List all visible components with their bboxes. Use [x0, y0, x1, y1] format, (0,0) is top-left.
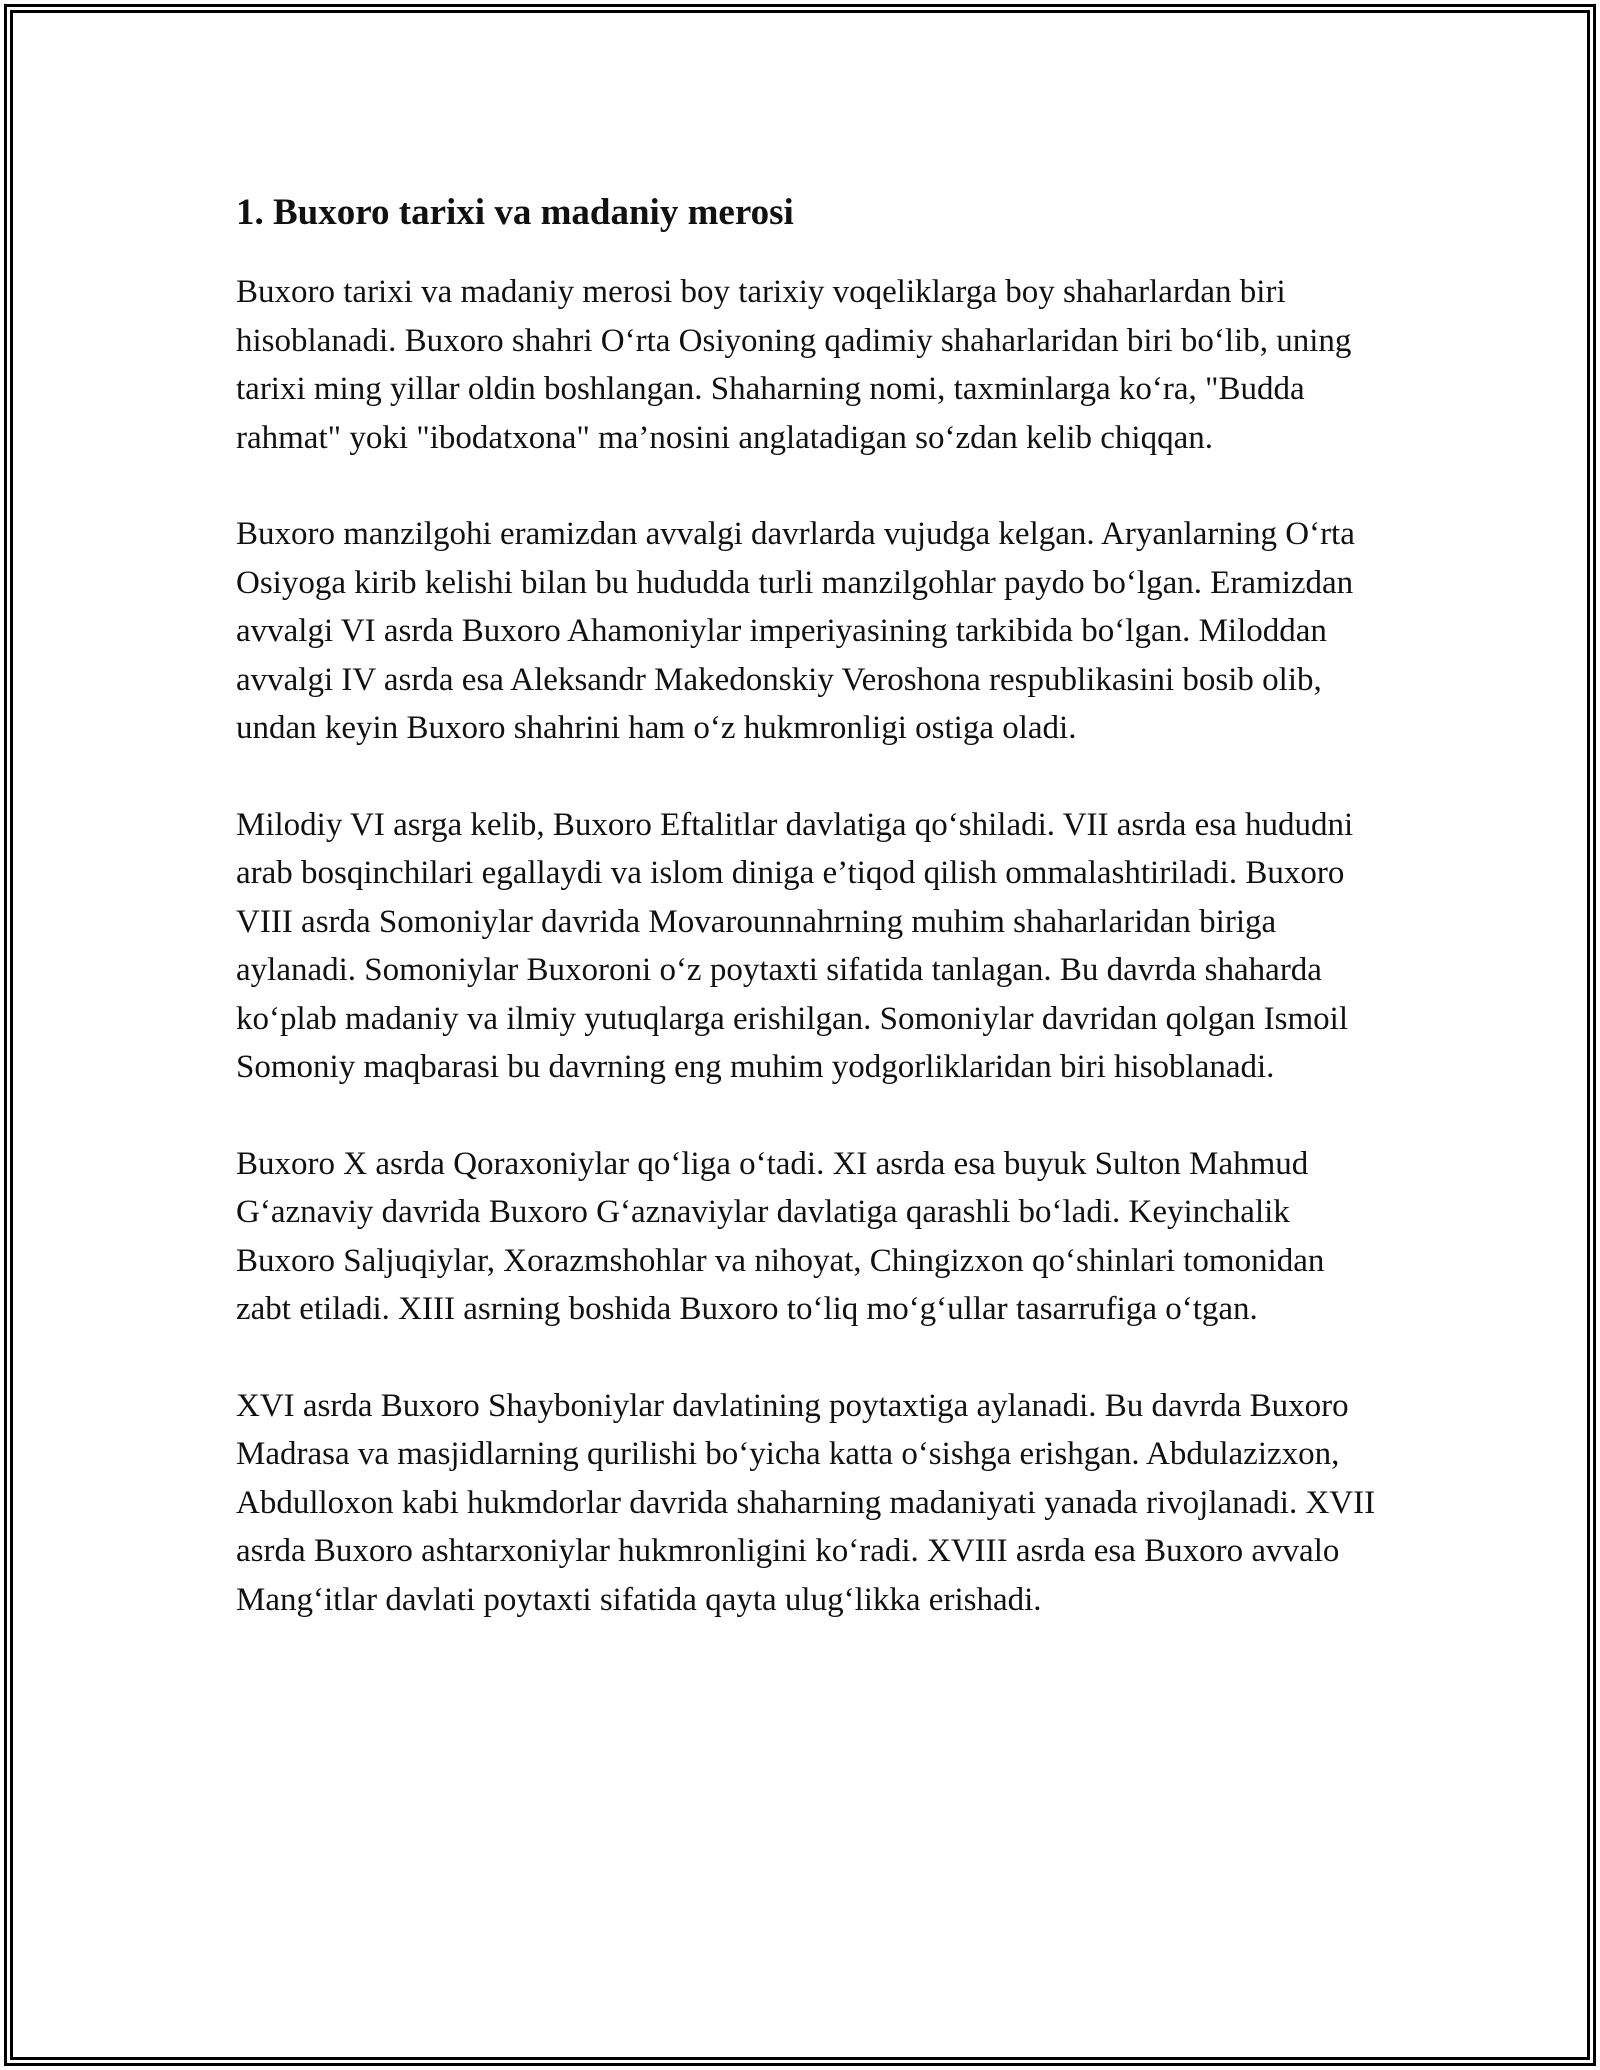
paragraph-2: Buxoro manzilgohi eramizdan avvalgi davrlarda vujudga kelgan. Aryanlarning O‘rta Osiyoga kirib kelishi bilan bu hududda turli manzilgohlar paydo bo‘lgan. Eramizdan avvalgi VI asrda Buxoro Ahamoniylar imperiyasining tarkibida bo‘lgan. Miloddan avvalgi IV asrda esa Aleksandr Makedonskiy Veroshona respublikasini bosib olib, undan keyin Buxoro shahrini ham o‘z hukmronligi ostiga oladi. — [236, 516, 1355, 746]
paragraph-1: Buxoro tarixi va madaniy merosi boy tarixiy voqeliklarga boy shaharlardan biri hisoblanadi. Buxoro shahri O‘rta Osiyoning qadimiy shaharlaridan biri bo‘lib, uning tarixi ming yillar oldin boshlangan. Shaharning nomi, taxminlarga ko‘ra, "Budda rahmat" yoki "ibodatxona" ma’nosini anglatadigan so‘zdan kelib chiqqan. — [236, 274, 1352, 456]
paragraph-5: XVI asrda Buxoro Shayboniylar davlatining poytaxtiga aylanadi. Bu davrda Buxoro Madrasa va masjidlarning qurilishi bo‘yicha katta o‘sishga erishgan. Abdulazizxon, Abdulloxon kabi hukmdorlar davrida shaharning madaniyati yanada rivojlanadi. XVII asrda Buxoro ashtarxoniylar hukmronligini ko‘radi. XVIII asrda esa Buxoro avvalo Mang‘itlar davlati poytaxti sifatida qayta ulug‘likka erishadi. — [236, 1387, 1376, 1618]
document-body — [236, 188, 1376, 1672]
document-title: 1. Buxoro tarixi va madaniy merosi — [236, 192, 794, 233]
paragraph-4: Buxoro X asrda Qoraxoniylar qo‘liga o‘tadi. XI asrda esa buyuk Sulton Mahmud G‘aznaviy davrida Buxoro G‘aznaviylar davlatiga qarashli bo‘ladi. Keyinchalik Buxoro Saljuqiylar, Xorazmshohlar va nihoyat, Chingizxon qo‘shinlari tomonidan zabt etiladi. XIII asrning boshida Buxoro to‘liq mo‘g‘ullar tasarrufiga o‘tgan. — [236, 1145, 1325, 1327]
paragraph-3: Milodiy VI asrga kelib, Buxoro Eftalitlar davlatiga qo‘shiladi. VII asrda esa hududni arab bosqinchilari egallaydi va islom diniga e’tiqod qilish ommalashtiriladi. Buxoro VIII asrda Somoniylar davrida Movarounnahrning muhim shaharlaridan biriga aylanadi. Somoniylar Buxoroni o‘z poytaxti sifatida tanlagan. Bu davrda shaharda ko‘plab madaniy va ilmiy yutuqlarga erishilgan. Somoniylar davridan qolgan Ismoil Somoniy maqbarasi bu davrning eng muhim yodgorliklaridan biri hisoblanadi. — [236, 806, 1354, 1085]
